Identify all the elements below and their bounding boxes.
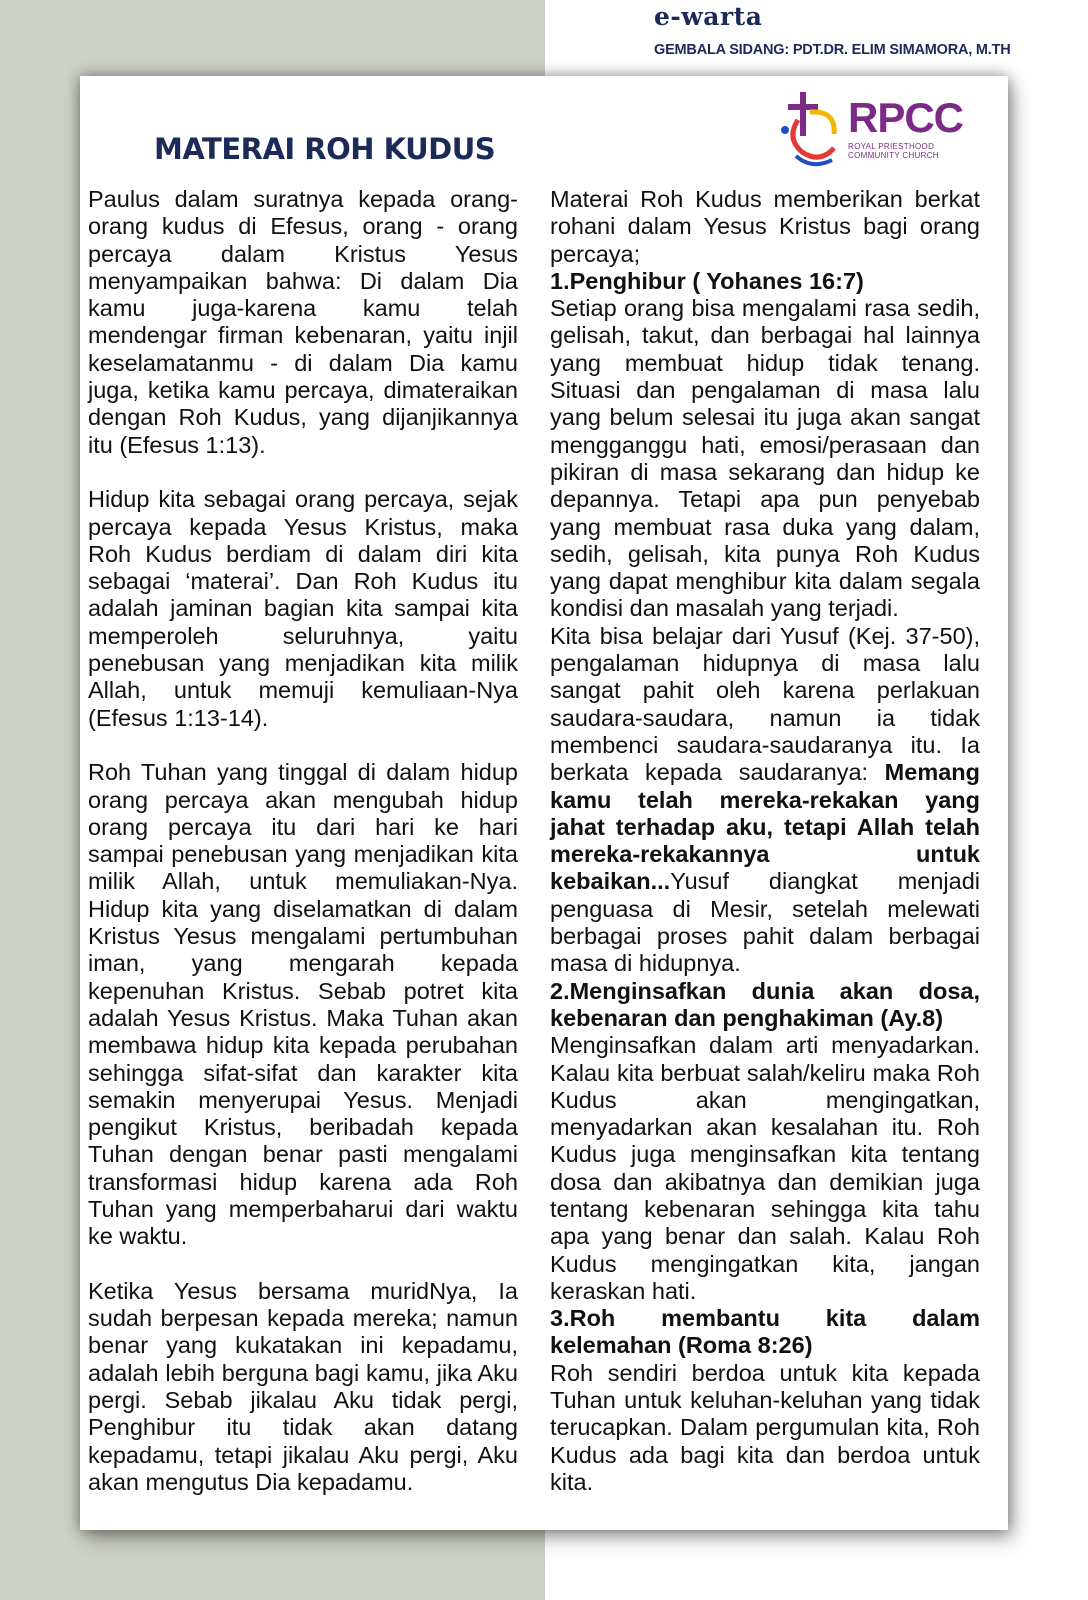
cross-logo-icon bbox=[776, 90, 848, 174]
church-logo bbox=[776, 90, 976, 174]
paragraph: Hidup kita sebagai orang percaya, sejak percaya kepada Yesus Kristus, maka Roh Kudus berdiam di dalam diri kita sebagai ‘materai’. Dan Roh Kudus itu adalah jaminan bagian kita sampai kita memperoleh seluruhnya, yaitu penebusan yang menjadikan kita milik Allah, untuk memuji kemuliaan-Nya (Efesus 1:13-14). bbox=[88, 486, 518, 731]
left-column bbox=[88, 186, 518, 1496]
paragraph-text: Yusuf diangkat menjadi penguasa di Mesir, setelah melewati berbagai proses pahit dalam berbagai masa di hidupnya. bbox=[550, 868, 980, 977]
paragraph: Roh Tuhan yang tinggal di dalam hidup orang percaya akan mengubah hidup orang percaya itu dari hari ke hari sampai penebusan yang menjadikan kita milik Allah, untuk memuliakan-Nya. Hidup kita yang diselamatkan di dalam Kristus Yesus mengalami pertumbuhan iman, yang mengarah kepada kepenuhan Kristus. Sebab potret kita adalah Yesus Kristus. Maka Tuhan akan membawa hidup kita kepada perubahan sehingga sifat-sifat dan karakter kita semakin menyerupai Yesus. Menjadi pengikut Kristus, beribadah kepada Tuhan dengan benar pasti mengalami transformasi hidup karena ada Roh Tuhan yang memperbaharui dari waktu ke waktu. bbox=[88, 759, 518, 1250]
paragraph-yusuf bbox=[550, 623, 980, 978]
bible-quote: Memang kamu telah mereka-rekakan yang jahat terhadap aku, tetapi Allah telah mereka-rekakannya untuk kebaikan... bbox=[550, 759, 980, 895]
paragraph: Ketika Yesus bersama muridNya, Ia sudah berpesan kepada mereka; namun benar yang kukatakan ini kepadamu, adalah lebih berguna bagi kamu, jika Aku pergi. Sebab jikalau Aku tidak pergi, Penghibur itu tidak akan datang kepadamu, tetapi jikalau Aku pergi, Aku akan mengutus Dia kepadamu. bbox=[88, 1277, 518, 1495]
paragraph: Paulus dalam suratnya kepada orang-orang kudus di Efesus, orang - orang percaya dalam Kristus Yesus menyampaikan bahwa: Di dalam Dia kamu juga-karena kamu telah mendengar firman kebenaran, yaitu injil keselamatanmu - di dalam Dia kamu juga, ketika kamu percaya, dimateraikan dengan Roh Kudus, yang dijanjikannya itu (Efesus 1:13). bbox=[88, 186, 518, 458]
logo-subtitle bbox=[848, 142, 939, 160]
pastor-line: GEMBALA SIDANG: PDT.DR. ELIM SIMAMORA, M.TH bbox=[654, 42, 1011, 58]
page-title: MATERAI ROH KUDUS bbox=[154, 132, 496, 166]
intro-paragraph: Materai Roh Kudus memberikan berkat rohani dalam Yesus Kristus bagi orang percaya; bbox=[550, 186, 980, 267]
logo-subtitle-line2: COMMUNITY CHURCH bbox=[848, 151, 939, 160]
right-column bbox=[550, 186, 980, 1496]
section-heading: 1.Penghibur ( Yohanes 16:7) bbox=[550, 267, 864, 294]
section-heading: 2.Menginsafkan dunia akan dosa, kebenaran dan penghakiman (Ay.8) bbox=[550, 977, 980, 1031]
logo-subtitle-line1: ROYAL PRIESTHOOD bbox=[848, 142, 935, 151]
paragraph: Setiap orang bisa mengalami rasa sedih, gelisah, takut, dan berbagai hal lainnya yang membuat hidup tidak tenang. Situasi dan pengalaman di masa lalu yang belum selesai itu juga akan sangat mengganggu hati, emosi/perasaan dan pikiran di masa sekarang dan hidup ke depannya. Tetapi apa pun penyebab yang membuat rasa duka yang dalam, sedih, gelisah, kita punya Roh Kudus yang dapat menghibur kita dalam segala kondisi dan masalah yang terjadi. bbox=[550, 295, 980, 622]
paragraph-text: Kita bisa belajar dari Yusuf (Kej. 37-50), pengalaman hidupnya di masa lalu sangat pahit oleh karena perlakuan saudara-saudara, namun ia tidak membenci saudara-saudaranya itu. Ia berkata kepada saudaranya: bbox=[550, 622, 980, 786]
paragraph: Menginsafkan dalam arti menyadarkan. Kalau kita berbuat salah/keliru maka Roh Kudus akan mengingatkan, menyadarkan akan kesalahan itu. Roh Kudus juga menginsafkan kita tentang dosa dan akibatnya dan demikian juga tentang kebenaran sehingga kita tahu apa yang benar dan salah. Kalau Roh Kudus mengingatkan kita, jangan keraskan hati. bbox=[550, 1032, 980, 1304]
paragraph: Roh sendiri berdoa untuk kita kepada Tuhan untuk keluhan-keluhan yang tidak terucapkan. Dalam pergumulan kita, Roh Kudus ada bagi kita dan berdoa untuk kita. bbox=[550, 1359, 980, 1495]
logo-wordmark: RPCC bbox=[848, 94, 964, 141]
section-heading: 3.Roh membantu kita dalam kelemahan (Roma 8:26) bbox=[550, 1305, 980, 1359]
header-brand bbox=[654, 0, 1074, 70]
brand-title: e-warta bbox=[654, 2, 763, 31]
